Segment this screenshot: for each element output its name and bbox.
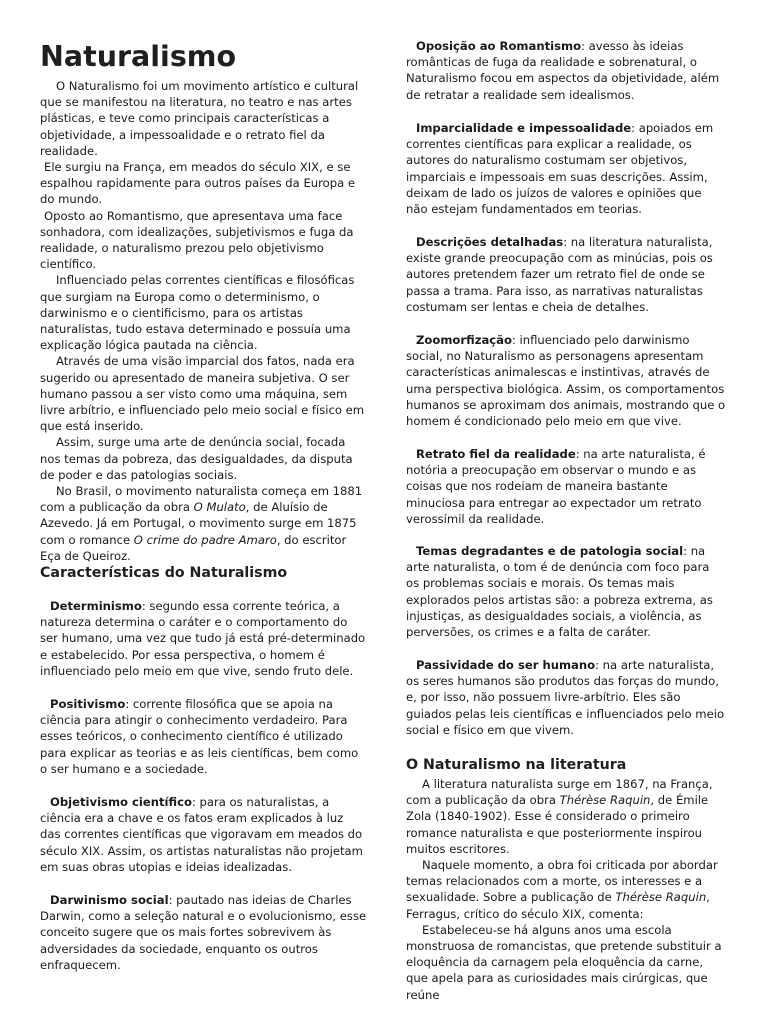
characteristic-entry — [40, 892, 367, 973]
characteristic-text: : pautado nas ideias de Charles Darwin, como a seleção natural e o evolucionismo, esse conceito sugere que os mais fortes sobrevivem às adversidades da sociedade, enquanto os outros enfraquecem. — [40, 893, 367, 972]
characteristic-term: Darwinismo social — [50, 893, 169, 907]
characteristic-term: Positivismo — [50, 697, 126, 711]
characteristic-paragraph — [406, 446, 726, 527]
intro-paragraph: Oposto ao Romantismo, que apresentava uma face sonhadora, com idealizações, subjetivismos e fuga da realidade, o naturalismo prezou pelo objetivismo científico. — [40, 208, 354, 272]
literature-block — [406, 776, 726, 1003]
characteristic-paragraph — [406, 120, 726, 217]
literature-paragraph — [406, 857, 726, 922]
characteristic-entry — [406, 120, 726, 217]
brasil-text: , de Aluísio de Azevedo. Já em Portugal, o movimento surge em 1875 com o romance — [40, 500, 357, 547]
characteristic-entry — [40, 598, 367, 679]
characteristic-entry — [406, 234, 726, 315]
section-heading-literature: O Naturalismo na literatura — [406, 757, 627, 773]
characteristic-entry — [406, 38, 726, 103]
characteristic-term: Temas degradantes e de patologia social — [416, 544, 684, 558]
intro-paragraph: Através de uma visão imparcial dos fatos, nada era sugerido ou apresentado de maneira subjetiva. O ser humano passou a ser visto como uma máquina, sem livre arbítrio, e influenciado pelo meio social e físico em que está inserido. — [40, 354, 365, 434]
characteristic-text: : avesso às ideias românticas de fuga da realidade e sobrenatural, o Naturalismo focou em aspectos da objetividade, além de retratar a realidade sem idealismos. — [406, 39, 720, 102]
literature-text: A literatura naturalista surge em 1867, na França, com a publicação da obra — [406, 777, 713, 808]
characteristic-entry — [406, 657, 726, 738]
intro-paragraph: Ele surgiu na França, em meados do século XIX, e se espalhou rapidamente para outros países da Europa e do mundo. — [40, 160, 356, 207]
characteristic-text: : na arte naturalista, o tom é de denúncia com foco para os problemas sociais e morais. Os temas mais explorados pelos artistas são: a pobreza extrema, as injustiças, as desigualdades sociais, a violência, as perversões, os crimes e a falta de caráter. — [406, 544, 713, 640]
literature-text: , Ferragus, crítico do século XIX, comenta: — [406, 890, 710, 921]
characteristic-entry — [40, 794, 367, 875]
characteristic-text: : na arte naturalista, é notória a preocupação em observar o mundo e as coisas que nos rodeiam de maneira bastante minuciosa para entregar ao expectador um retrato verossímil da realidade. — [406, 447, 706, 526]
intro-block — [40, 78, 367, 564]
literature-paragraph: Estabeleceu-se há alguns anos uma escola monstruosa de romancistas, que pretende substituir a eloquência da carnagem pela eloquência da carne, que apela para as curiosidades mais cirúrgicas, que reúne — [406, 922, 722, 1002]
characteristic-paragraph — [406, 543, 726, 640]
characteristic-text: : na arte naturalista, os seres humanos são produtos das forças do mundo, e, por isso, não possuem livre-arbítrio. Eles são guiados pelas leis científicas e influenciados pelo meio social e físico em que vivem. — [406, 658, 725, 737]
characteristic-entry — [406, 446, 726, 527]
characteristic-paragraph — [40, 696, 367, 777]
characteristic-paragraph — [406, 38, 726, 103]
characteristic-text: : na literatura naturalista, existe grande preocupação com as minúcias, pois os autores pretendem fazer um retrato fiel de onde se passa a trama. Para isso, as narrativas naturalistas costumam ser lentas e cheia de detalhes. — [406, 235, 713, 314]
characteristic-text: : corrente filosófica que se apoia na ciência para atingir o conhecimento verdadeiro. Para esses teóricos, o conhecimento científico é utilizado para explicar as teorias e as leis científicas, bem como o ser humano e a sociedade. — [40, 697, 359, 776]
characteristic-text: : apoiados em correntes científicas para explicar a realidade, os autores do naturalismo costumam ser objetivos, imparciais e impessoais em suas descrições. Assim, deixam de lado os juízos de valores e opiniões que não estejam fundamentados em teorias. — [406, 121, 714, 217]
intro-paragraph: Assim, surge uma arte de denúncia social, focada nos temas da pobreza, das desigualdades, da disputa de poder e das patologias sociais. — [40, 435, 353, 482]
characteristic-term: Oposição ao Romantismo — [416, 39, 582, 53]
work-title: Thérèse Raquin — [559, 793, 651, 808]
brasil-paragraph — [40, 483, 367, 564]
characteristic-term: Passividade do ser humano — [416, 658, 596, 672]
characteristic-paragraph — [40, 598, 367, 679]
characteristic-term: Descrições detalhadas — [416, 235, 564, 249]
characteristic-paragraph — [406, 234, 726, 315]
characteristic-term: Determinismo — [50, 599, 142, 613]
brasil-text: No Brasil, o movimento naturalista começa em 1881 com a publicação da obra — [40, 484, 363, 515]
characteristic-text: : segundo essa corrente teórica, a natureza determina o caráter e o comportamento do ser humano, uma vez que tudo já está pré-determinado e estabelecido. Por essa perspectiva, o homem é influenciado pelo meio em que vive, sendo fruto dele. — [40, 599, 366, 678]
characteristic-entry — [40, 696, 367, 777]
characteristic-paragraph — [406, 332, 726, 429]
characteristic-term: Zoomorfização — [416, 333, 512, 347]
literature-paragraph — [406, 776, 726, 857]
characteristic-term: Imparcialidade e impessoalidade — [416, 121, 632, 135]
characteristic-term: Retrato fiel da realidade — [416, 447, 576, 461]
characteristic-entry — [406, 543, 726, 640]
literature-text: , de Émile Zola (1840-1902). Esse é considerado o primeiro romance naturalista e que posteriormente inspirou muitos escritores. — [406, 793, 709, 856]
work-title: O Mulato — [193, 500, 246, 515]
characteristic-term: Objetivismo científico — [50, 795, 192, 809]
literature-text: Naquele momento, a obra foi criticada por abordar temas relacionados com a morte, os interesses e a sexualidade. Sobre a publicação de — [406, 858, 718, 905]
intro-paragraph: Influenciado pelas correntes científicas e filosóficas que surgiam na Europa como o determinismo, o darwinismo e o cientificismo, para os artistas naturalistas, tudo estava determinado e possuía uma explicação lógica pautada na ciência. — [40, 273, 355, 353]
characteristic-text: : influenciado pelo darwinismo social, no Naturalismo as personagens apresentam características animalescas e instintivas, através de uma perspectiva biológica. Assim, os comportamentos humanos se aproximam dos animais, mostrando que o homem é condicionado pelo meio em que vive. — [406, 333, 726, 429]
work-title: Thérèse Raquin — [615, 890, 707, 905]
section-heading-characteristics: Características do Naturalismo — [40, 565, 288, 581]
brasil-text: , do escritor Eça de Queiroz. — [40, 532, 347, 563]
intro-paragraph: O Naturalismo foi um movimento artístico e cultural que se manifestou na literatura, no teatro e nas artes plásticas, e teve como principais características a objetividade, a impessoalidade e o retrato fiel da realidade. — [40, 79, 359, 158]
characteristic-paragraph — [406, 657, 726, 738]
work-title: O crime do padre Amaro — [133, 532, 277, 547]
characteristic-paragraph — [40, 794, 367, 875]
characteristic-paragraph — [40, 892, 367, 973]
characteristic-text: : para os naturalistas, a ciência era a chave e os fatos eram explicados à luz das correntes científicas que vigoravam em meados do século XIX. Assim, os artistas naturalistas não projetam em suas obras utopias e ideias idealizadas. — [40, 795, 363, 874]
page-title: Naturalismo — [40, 40, 237, 73]
characteristic-entry — [406, 332, 726, 429]
